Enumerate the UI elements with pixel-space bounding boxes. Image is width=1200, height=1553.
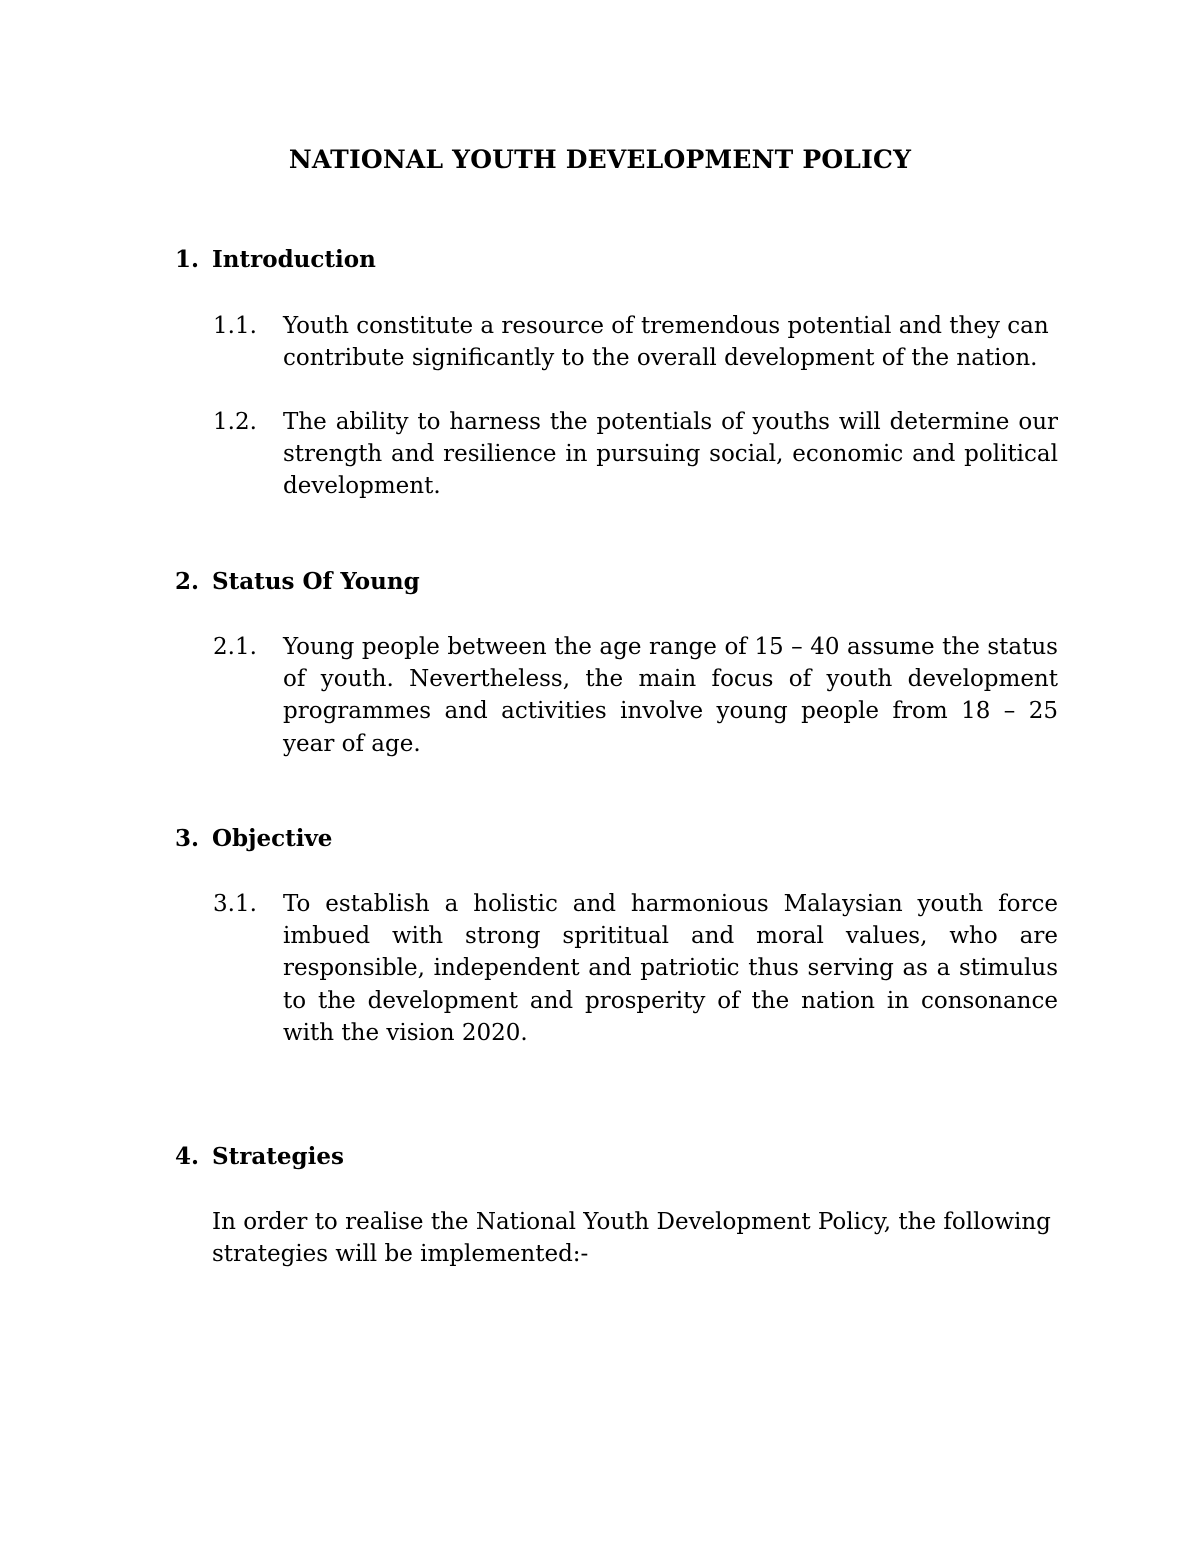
section-title: Introduction xyxy=(212,246,376,273)
paragraph-1-2: The ability to harness the potentials of youths will determine our strength and resilience in pursuing social, economic and political development. xyxy=(283,409,1058,500)
section-number: 1. xyxy=(175,246,200,273)
section-title: Strategies xyxy=(212,1143,344,1170)
paragraph-3-1: To establish a holistic and harmonious Malaysian youth force imbued with strong sprititual and moral values, who are responsible, independent and patriotic thus serving as a stimulus to the development and prosperity of the nation in consonance with the vision 2020. xyxy=(283,891,1058,1046)
section-title: Status Of Young xyxy=(212,568,420,595)
item-number: 3.1. xyxy=(213,891,257,917)
item-number: 1.1. xyxy=(213,313,257,339)
section-title: Objective xyxy=(212,825,333,852)
strategies-intro: In order to realise the National Youth Development Policy, the following strategies will be implemented:- xyxy=(212,1209,1051,1268)
section-number: 4. xyxy=(175,1143,200,1170)
section-number: 3. xyxy=(175,825,200,852)
paragraph-2-1: Young people between the age range of 15 – 40 assume the status of youth. Nevertheless, the main focus of youth development programmes and activities involve young people from 18 – 25 year of age. xyxy=(283,634,1058,757)
page-title: NATIONAL YOUTH DEVELOPMENT POLICY xyxy=(288,145,912,174)
paragraph-1-1: Youth constitute a resource of tremendous potential and they can contribute significantly to the overall development of the nation. xyxy=(283,313,1049,372)
item-number: 1.2. xyxy=(213,409,257,435)
section-heading-introduction xyxy=(175,244,376,276)
section-heading-status-of-young xyxy=(175,566,420,598)
section-heading-strategies xyxy=(175,1141,344,1173)
item-number: 2.1. xyxy=(213,634,257,660)
section-heading-objective xyxy=(175,823,332,855)
section-number: 2. xyxy=(175,568,200,595)
